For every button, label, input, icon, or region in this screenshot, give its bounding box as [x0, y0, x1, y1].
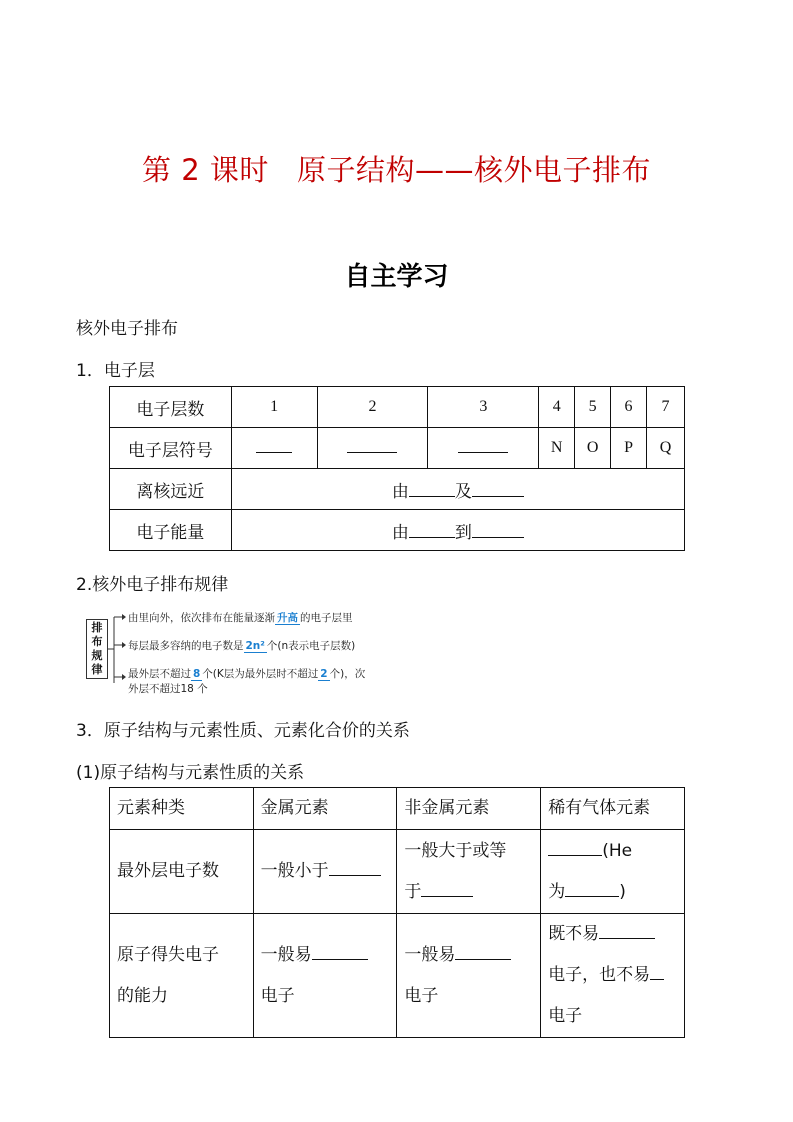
- answer-blank[interactable]: [312, 945, 368, 960]
- section-heading: 核外电子排布: [76, 319, 178, 339]
- answer-blank[interactable]: [472, 523, 524, 538]
- row-label: 最外层电子数: [110, 830, 254, 914]
- row-label: 电子层符号: [110, 428, 232, 469]
- table-cell: 2: [317, 387, 428, 428]
- element-properties-table: [109, 787, 685, 1038]
- rule-text: 个(K层为最外层时不超过: [202, 668, 319, 680]
- section-title: 自主学习: [344, 262, 449, 292]
- bracket-arrows: [86, 605, 126, 691]
- row-label: 电子层数: [110, 387, 232, 428]
- answer-blank-cell: [317, 428, 428, 469]
- cell-text: 一般易: [260, 944, 312, 965]
- rule-answer: 8: [193, 668, 201, 680]
- row-label: 离核远近: [110, 469, 232, 510]
- column-header: 非金属元素: [397, 788, 541, 830]
- answer-blank[interactable]: [409, 523, 455, 538]
- rule-answer: 升高: [277, 612, 298, 624]
- item-1-heading: 1．电子层: [76, 361, 155, 381]
- nonmetal-cell: [397, 830, 541, 914]
- item-2-heading: 2.核外电子排布规律: [76, 575, 229, 595]
- rule-text: 最外层不超过: [128, 668, 191, 680]
- answer-blank[interactable]: [650, 965, 664, 980]
- rule-1: [128, 610, 353, 625]
- answer-blank[interactable]: [548, 841, 602, 856]
- column-header: 稀有气体元素: [541, 788, 685, 830]
- table-cell: 4: [539, 387, 575, 428]
- cell-text: 一般大于或等: [404, 840, 507, 861]
- rule-3: [128, 666, 365, 681]
- cell-text: 原子得失电子: [117, 944, 219, 965]
- cell-text: 为: [548, 881, 566, 902]
- table-cell: 7: [647, 387, 685, 428]
- rule-2: [128, 638, 355, 653]
- noble-gas-cell: [541, 914, 685, 1038]
- table-row: [110, 469, 685, 510]
- table-cell: O: [575, 428, 611, 469]
- item-3-heading: 3．原子结构与元素性质、元素化合价的关系: [76, 721, 410, 741]
- box-char: 律: [91, 663, 103, 676]
- rule-text: 每层最多容纳的电子数是: [128, 640, 244, 652]
- rule-text: 由里向外，依次排布在能量逐渐: [128, 612, 275, 624]
- table-header-row: [110, 788, 685, 830]
- answer-blank[interactable]: [329, 861, 381, 876]
- cell-text: (He: [602, 840, 633, 861]
- cell-text: 既不易: [548, 924, 600, 944]
- column-header: 元素种类: [110, 788, 254, 830]
- rule-3-cont: 外层不超过18 个: [128, 683, 208, 695]
- rule-text: 个(n表示电子层数): [266, 640, 356, 652]
- table-row: [110, 830, 685, 914]
- text-mid: 到: [454, 522, 472, 543]
- nonmetal-cell: [397, 914, 541, 1038]
- lesson-number: 第 2 课时: [142, 153, 269, 187]
- cell-text: 一般小于: [260, 861, 329, 881]
- rule-text: 个)，次: [329, 668, 366, 680]
- answer-blank[interactable]: [565, 882, 619, 897]
- answer-blank[interactable]: [421, 882, 473, 897]
- text-prefix: 由: [391, 522, 409, 543]
- table-cell: 5: [575, 387, 611, 428]
- table-cell: 6: [611, 387, 647, 428]
- rule-answer: 2: [320, 668, 328, 680]
- table-cell: Q: [647, 428, 685, 469]
- text-mid: 及: [454, 481, 472, 502]
- row-label: [110, 914, 254, 1038]
- table-cell: P: [611, 428, 647, 469]
- cell-text: 一般易: [404, 944, 456, 965]
- answer-blank[interactable]: [472, 482, 524, 497]
- distance-cell: [231, 469, 684, 510]
- cell-text: 于: [404, 881, 422, 902]
- noble-gas-cell: [541, 830, 685, 914]
- cell-text: 电子: [260, 985, 295, 1006]
- metal-cell: [253, 914, 397, 1038]
- box-char: 排: [91, 621, 103, 634]
- column-header: 金属元素: [253, 788, 397, 830]
- table-cell: 3: [428, 387, 539, 428]
- energy-cell: [231, 510, 684, 551]
- item-3-1-heading: (1)原子结构与元素性质的关系: [76, 763, 305, 783]
- lesson-title: [0, 148, 793, 189]
- cell-text: 电子: [548, 1006, 583, 1026]
- answer-blank[interactable]: [256, 438, 292, 453]
- rule-text: 的电子层里: [300, 612, 353, 624]
- cell-text: 电子: [404, 985, 439, 1006]
- cell-text: 的能力: [117, 985, 168, 1006]
- metal-cell: [253, 830, 397, 914]
- table-row: [110, 428, 685, 469]
- answer-blank[interactable]: [455, 945, 511, 960]
- arrangement-rules-diagram: [86, 605, 406, 695]
- answer-blank[interactable]: [458, 438, 508, 453]
- box-char: 规: [91, 649, 103, 662]
- answer-blank[interactable]: [599, 924, 655, 939]
- text-prefix: 由: [391, 481, 409, 502]
- answer-blank[interactable]: [409, 482, 455, 497]
- table-row: [110, 387, 685, 428]
- answer-blank-cell: [231, 428, 317, 469]
- table-row: [110, 510, 685, 551]
- lesson-topic: 原子结构——核外电子排布: [296, 153, 651, 187]
- rule-answer: 2n²: [245, 640, 265, 652]
- answer-blank-cell: [428, 428, 539, 469]
- electron-shell-table: [109, 386, 685, 551]
- row-label: 电子能量: [110, 510, 232, 551]
- answer-blank[interactable]: [347, 438, 397, 453]
- table-row: [110, 914, 685, 1038]
- table-cell: 1: [231, 387, 317, 428]
- box-char: 布: [91, 635, 103, 648]
- table-cell: N: [539, 428, 575, 469]
- cell-text: 电子，也不易: [548, 965, 651, 985]
- cell-text: ): [619, 881, 626, 902]
